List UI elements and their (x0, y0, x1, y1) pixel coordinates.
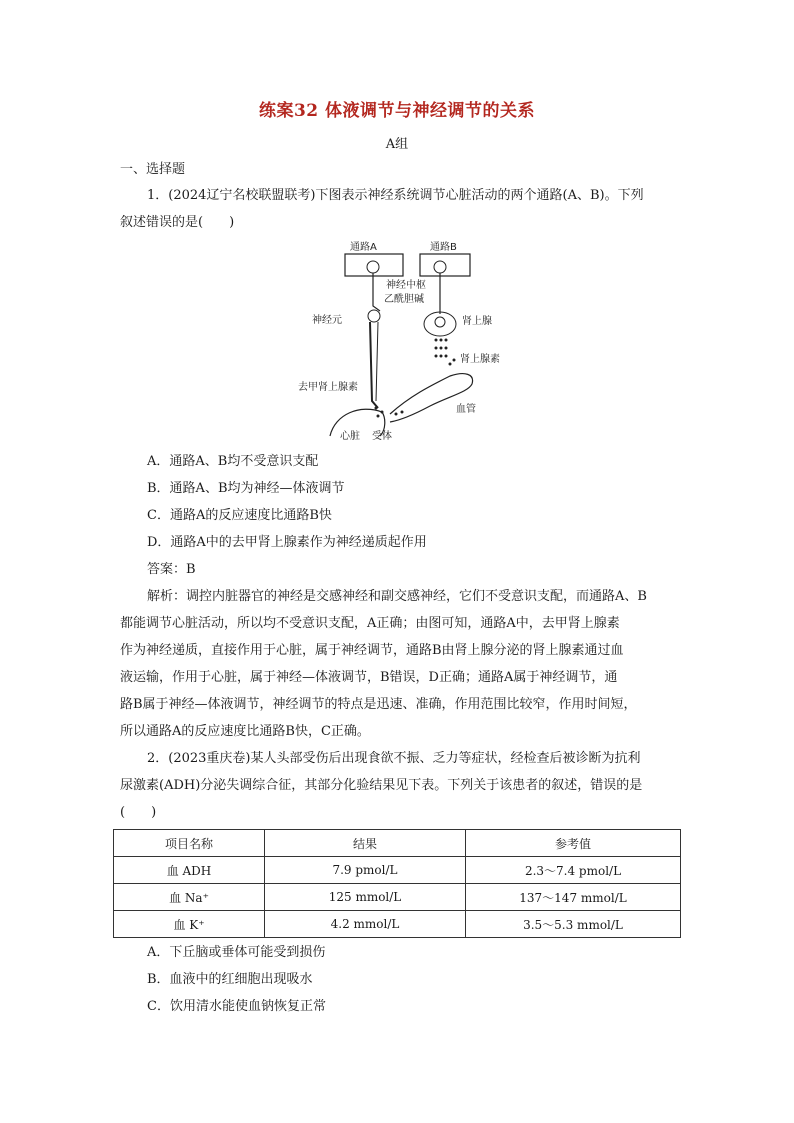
q2-option-a: A．下丘脑或垂体可能受到损伤 (147, 945, 326, 960)
label-ach: 乙酰胆碱 (384, 294, 424, 305)
label-neuron: 神经元 (312, 315, 342, 326)
table-cell: 137～147 mmol/L (466, 884, 681, 911)
label-heart: 心脏 (340, 431, 360, 442)
nerve-pathway-diagram (290, 236, 520, 446)
page-title: 练案32 体液调节与神经调节的关系 (258, 101, 536, 121)
q2-stem-line3: ( ) (120, 805, 157, 820)
q2-stem-line2: 尿激素(ADH)分泌失调综合征，其部分化验结果见下表。下列关于该患者的叙述，错误的是 (120, 778, 643, 793)
table-cell: 7.9 pmol/L (265, 857, 466, 884)
table-cell: 2.3～7.4 pmol/L (466, 857, 681, 884)
section-heading: 一、选择题 (120, 162, 186, 177)
q1-analysis-line1: 解析：调控内脏器官的神经是交感神经和副交感神经，它们不受意识支配，而通路A、B (147, 589, 647, 604)
q2-stem-line1: 2．(2023重庆卷)某人头部受伤后出现食欲不振、乏力等症状，经检查后被诊断为抗利 (147, 751, 641, 766)
q1-answer: 答案：B (147, 562, 196, 577)
q1-option-a: A．通路A、B均不受意识支配 (147, 454, 319, 469)
label-receptor: 受体 (372, 431, 392, 442)
label-path-a: 通路A (350, 242, 377, 253)
table-header: 结果 (265, 830, 466, 857)
neuron-a-body (367, 261, 379, 273)
table-header: 参考值 (466, 830, 681, 857)
q1-stem-line1: 1．(2024辽宁名校联盟联考)下图表示神经系统调节心脏活动的两个通路(A、B)。下列 (147, 188, 644, 203)
table-cell: 125 mmol/L (265, 884, 466, 911)
q1-analysis-line3: 作为神经递质，直接作用于心脏，属于神经调节，通路B由肾上腺分泌的肾上腺素通过血 (120, 643, 624, 658)
label-path-b: 通路B (430, 242, 457, 253)
q1-analysis-line5: 路B属于神经—体液调节，神经调节的特点是迅速、准确，作用范围比较窄，作用时间短， (120, 697, 637, 712)
q1-option-d: D．通路A中的去甲肾上腺素作为神经递质起作用 (147, 535, 427, 550)
table-header: 项目名称 (114, 830, 265, 857)
q2-option-c: C．饮用清水能使血钠恢复正常 (147, 999, 326, 1014)
label-vessel: 血管 (456, 404, 476, 415)
group-heading: A组 (385, 137, 409, 152)
label-adrenal: 肾上腺 (462, 316, 492, 327)
table-row (114, 857, 681, 884)
q1-analysis-line4: 液运输，作用于心脏，属于神经—体液调节，B错误，D正确；通路A属于神经调节，通 (120, 670, 618, 685)
label-epinephrine: 肾上腺素 (460, 354, 500, 365)
table-cell: 4.2 mmol/L (265, 911, 466, 938)
path-b-box (420, 254, 470, 276)
q1-analysis-line2: 都能调节心脏活动，所以均不受意识支配，A正确；由图可知，通路A中，去甲肾上腺素 (120, 616, 620, 631)
q1-analysis-line6: 所以通路A的反应速度比通路B快，C正确。 (120, 724, 370, 739)
q1-option-c: C．通路A的反应速度比通路B快 (147, 508, 332, 523)
label-norepinephrine: 去甲肾上腺素 (298, 382, 358, 393)
table-header-row (114, 830, 681, 857)
lab-results-table (113, 829, 681, 938)
label-center: 神经中枢 (386, 280, 426, 291)
adrenal-gland (424, 312, 456, 336)
q1-stem-line2: 叙述错误的是( ) (120, 215, 235, 230)
table-row (114, 884, 681, 911)
table-cell: 血 ADH (114, 857, 265, 884)
table-cell: 血 Na⁺ (114, 884, 265, 911)
table-cell: 3.5～5.3 mmol/L (466, 911, 681, 938)
table-cell: 血 K⁺ (114, 911, 265, 938)
q1-option-b: B．通路A、B均为神经—体液调节 (147, 481, 345, 496)
q2-option-b: B．血液中的红细胞出现吸水 (147, 972, 313, 987)
table-row (114, 911, 681, 938)
neuron-b-body (434, 261, 446, 273)
neuron-a-second (368, 310, 380, 322)
